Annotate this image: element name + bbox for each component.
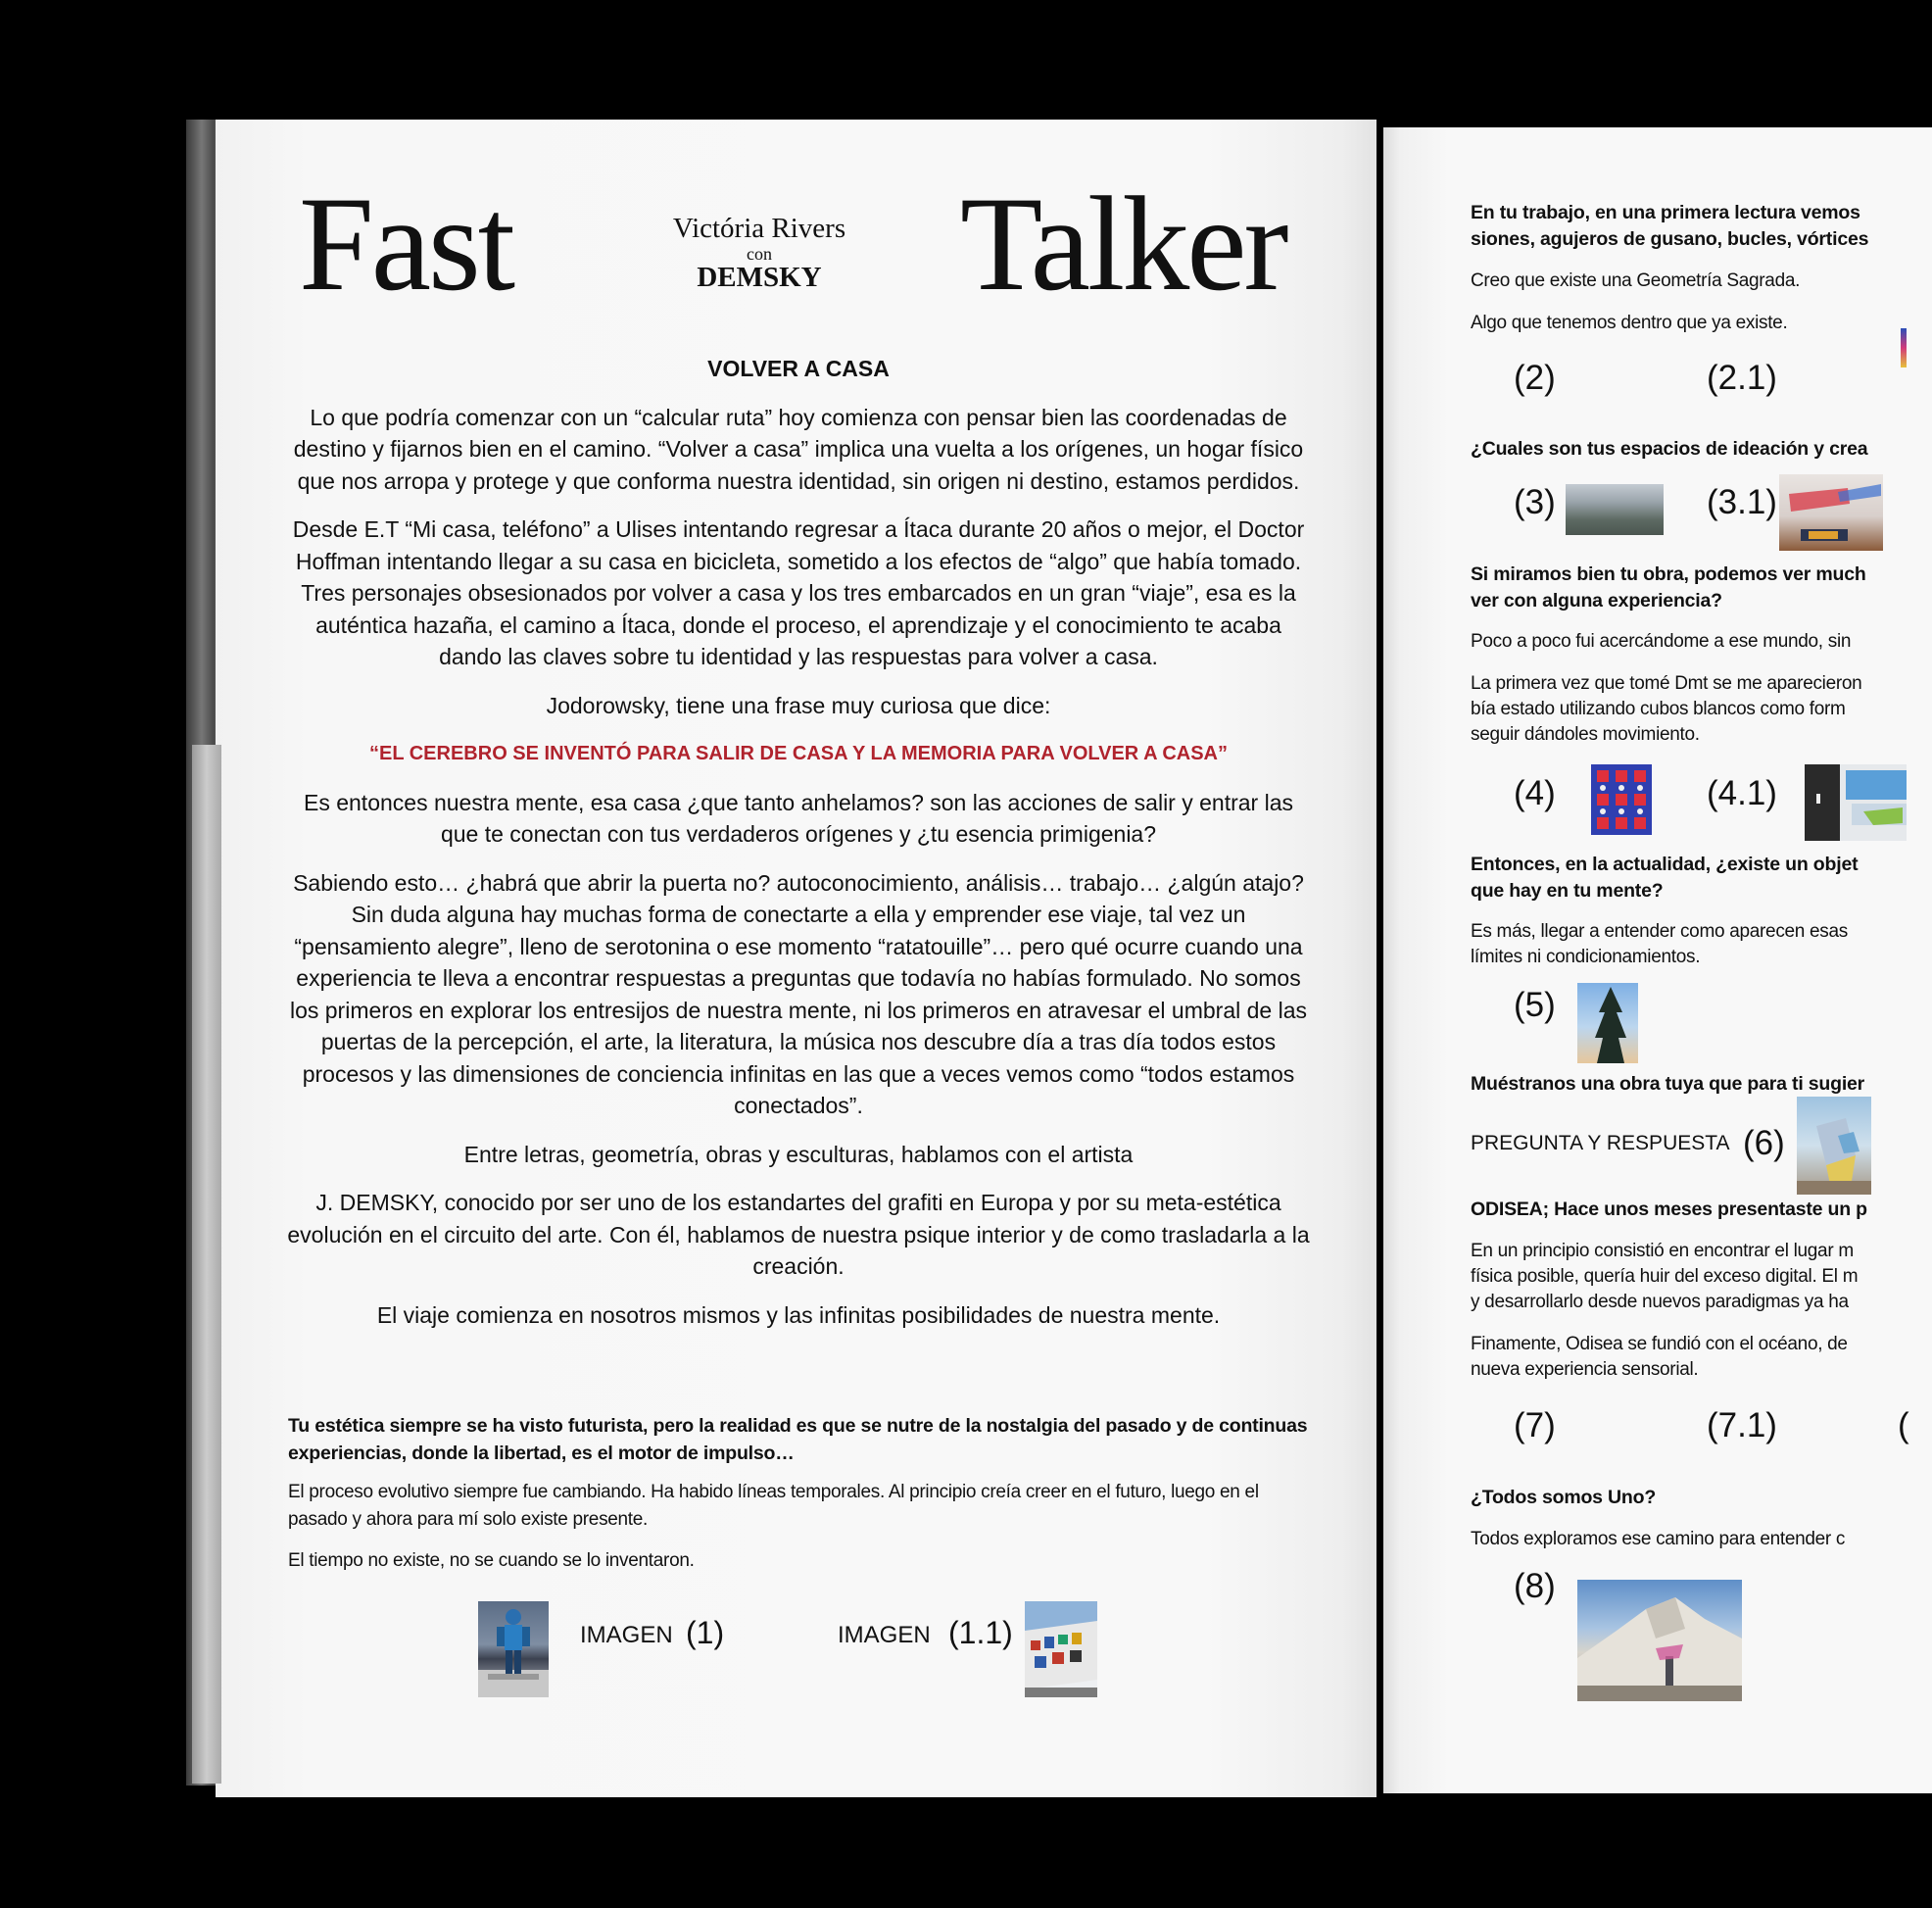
answer: Algo que tenemos dentro que ya existe. [1471, 313, 1788, 333]
image-label: IMAGEN [838, 1622, 931, 1648]
intro-article [284, 353, 1313, 1347]
figure-number: (4) [1514, 774, 1556, 812]
paragraph: Entre letras, geometría, obras y esculturas, hablamos con el artista [463, 1141, 1134, 1167]
figure-number: (2.1) [1707, 359, 1777, 397]
figure-number: (7.1) [1707, 1406, 1777, 1444]
section-heading: VOLVER A CASA [707, 356, 890, 381]
paragraph: Es entonces nuestra mente, esa casa ¿que tanto anhelamos? son las acciones de salir y entrar las que te conectan con tus verdaderos orígenes y ¿tu esencia primigenia? [303, 789, 1293, 847]
answer: y desarrollarlo desde nuevos paradigmas ya ha [1471, 1292, 1849, 1312]
qa-block [288, 1413, 1317, 1590]
paragraph: Desde E.T “Mi casa, teléfono” a Ulises intentando regresar a Ítaca durante 20 años o mejor, el Doctor Hoffman intentando llegar a su casa en bicicleta, sometido a los efectos de “algo” que había tomado. Tres personajes obsesionados por volver a casa y los tres embarcados en un gran “viaje”, esa es la auténtica hazaña, el camino a Ítaca, donde el proceso, el aprendizaje y el conocimiento te acaba dando las claves sobre tu identidad y las respuestas para volver a casa. [292, 516, 1305, 669]
answer-label: PREGUNTA Y RESPUESTA [1471, 1132, 1730, 1154]
byline-con: con [747, 243, 772, 264]
question: ¿Todos somos Uno? [1471, 1487, 1657, 1508]
answer: Finamente, Odisea se fundió con el océano, de [1471, 1334, 1848, 1354]
paragraph: El viaje comienza en nosotros mismos y las infinitas posibilidades de nuestra mente. [376, 1301, 1221, 1328]
figure-number: (3.1) [1707, 483, 1777, 521]
image-label: IMAGEN [580, 1622, 673, 1648]
answer: física posible, quería huir del exceso digital. El m [1471, 1266, 1859, 1287]
paragraph: Sabiendo esto… ¿habrá que abrir la puerta no? autoconocimiento, análisis… trabajo… ¿algún atajo? Sin duda alguna hay muchas forma de conectarte a ella y emprender ese viaje, tal vez un “pensamiento alegre”, lleno de serotonina o ese momento “ratatouille”… pero qué ocurre cuando una experiencia te lleva a encontrar respuestas a preguntas que todavía no habías formulado. No somos los primeros en explorar los entresijos de nuestra mente, ni los primeros en atravesar el umbral de las puertas de la percepción, el arte, la literatura, la música nos descubre día a tras día todos estos procesos y las dimensiones de conciencia infinitas en las que a veces vemos como “todos estamos conectados”. [289, 869, 1308, 1118]
answer: Poco a poco fui acercándome a ese mundo, sin [1471, 631, 1852, 652]
figure-number: (3) [1514, 483, 1556, 521]
answer: Creo que existe una Geometría Sagrada. [1471, 270, 1801, 291]
photo-mural-wall [1025, 1601, 1097, 1697]
photo-tree-sky [1577, 983, 1638, 1063]
answer: En un principio consistió en encontrar el lugar m [1471, 1241, 1854, 1261]
question: ver con alguna experiencia? [1471, 590, 1722, 612]
answer: seguir dándoles movimiento. [1471, 724, 1700, 745]
question: ¿Cuales son tus espacios de ideación y crea [1471, 438, 1868, 460]
photo-sculpture [1797, 1097, 1871, 1195]
answer: El tiempo no existe, no se cuando se lo inventaron. [288, 1550, 695, 1571]
answer: El proceso evolutivo siempre fue cambiando. Ha habido líneas temporales. Al principio creía creer en el futuro, luego en el pasado y ahora para mí solo existe presente. [288, 1482, 1259, 1530]
image-number: (1.1) [948, 1615, 1013, 1650]
question: Tu estética siempre se ha visto futurista, pero la realidad es que se nutre de la nostalgia del pasado y de continuas experiencias, donde la libertad, es el motor de impulso… [288, 1415, 1308, 1464]
answer: bía estado utilizando cubos blancos como form [1471, 699, 1846, 719]
title-fast: Fast [299, 169, 513, 318]
question: Si miramos bien tu obra, podemos ver much [1471, 563, 1866, 585]
answer: Todos exploramos ese camino para entender c [1471, 1529, 1846, 1549]
photo-software-screen [1805, 764, 1907, 841]
figure-number: (6) [1743, 1124, 1785, 1162]
figure-number: (4.1) [1707, 774, 1777, 812]
answer: Es más, llegar a entender como aparecen esas [1471, 921, 1848, 942]
byline-author: Victória Rivers [672, 213, 846, 244]
figure-number: (2) [1514, 359, 1556, 397]
figure-number: (5) [1514, 986, 1556, 1024]
pull-quote: “EL CEREBRO SE INVENTÓ PARA SALIR DE CASA Y LA MEMORIA PARA VOLVER A CASA” [368, 743, 1228, 764]
photo-pattern-tiles [1591, 764, 1652, 835]
answer: La primera vez que tomé Dmt se me aparecieron [1471, 673, 1862, 694]
question: que hay en tu mente? [1471, 880, 1664, 902]
photo-quarry-landscape [1577, 1580, 1742, 1701]
question: Muéstranos una obra tuya que para ti sugier [1471, 1073, 1865, 1095]
title-talker: Talker [960, 169, 1286, 318]
question: Entonces, en la actualidad, ¿existe un objet [1471, 854, 1859, 875]
figure-number: (8) [1514, 1567, 1556, 1605]
answer: límites ni condicionamientos. [1471, 947, 1701, 967]
paragraph: Jodorowsky, tiene una frase muy curiosa que dice: [546, 692, 1051, 718]
photo-studio-room [1779, 474, 1883, 551]
photo-fragment [1901, 328, 1907, 367]
paragraph: J. DEMSKY, conocido por ser uno de los estandartes del grafiti en Europa y por su meta-estética evolución en el circuito del arte. Con él, hablamos de nuestra psique interior y de como trasladarla a la creación. [287, 1190, 1310, 1279]
image-number: (1) [686, 1615, 725, 1650]
question: En tu trabajo, en una primera lectura vemos [1471, 202, 1860, 223]
figure-number: ( [1898, 1406, 1909, 1444]
answer: nueva experiencia sensorial. [1471, 1359, 1699, 1380]
question: siones, agujeros de gusano, bucles, vórtices [1471, 228, 1869, 250]
byline [647, 214, 872, 294]
page-edge-light [192, 745, 221, 1784]
figure-number: (7) [1514, 1406, 1556, 1444]
byline-artist: DEMSKY [697, 261, 822, 293]
photo-figure-toy [478, 1601, 549, 1697]
paragraph: Lo que podría comenzar con un “calcular ruta” hoy comienza con pensar bien las coordenadas de destino y fijarnos bien en el camino. “Volver a casa” implica una vuelta a los orígenes, un hogar físico que nos arropa y protege y que conforma nuestra identidad, sin origen ni destino, estamos perdidos. [293, 404, 1304, 494]
question: ODISEA; Hace unos meses presentaste un p [1471, 1199, 1867, 1220]
photo-aerial-landscape [1566, 484, 1664, 535]
